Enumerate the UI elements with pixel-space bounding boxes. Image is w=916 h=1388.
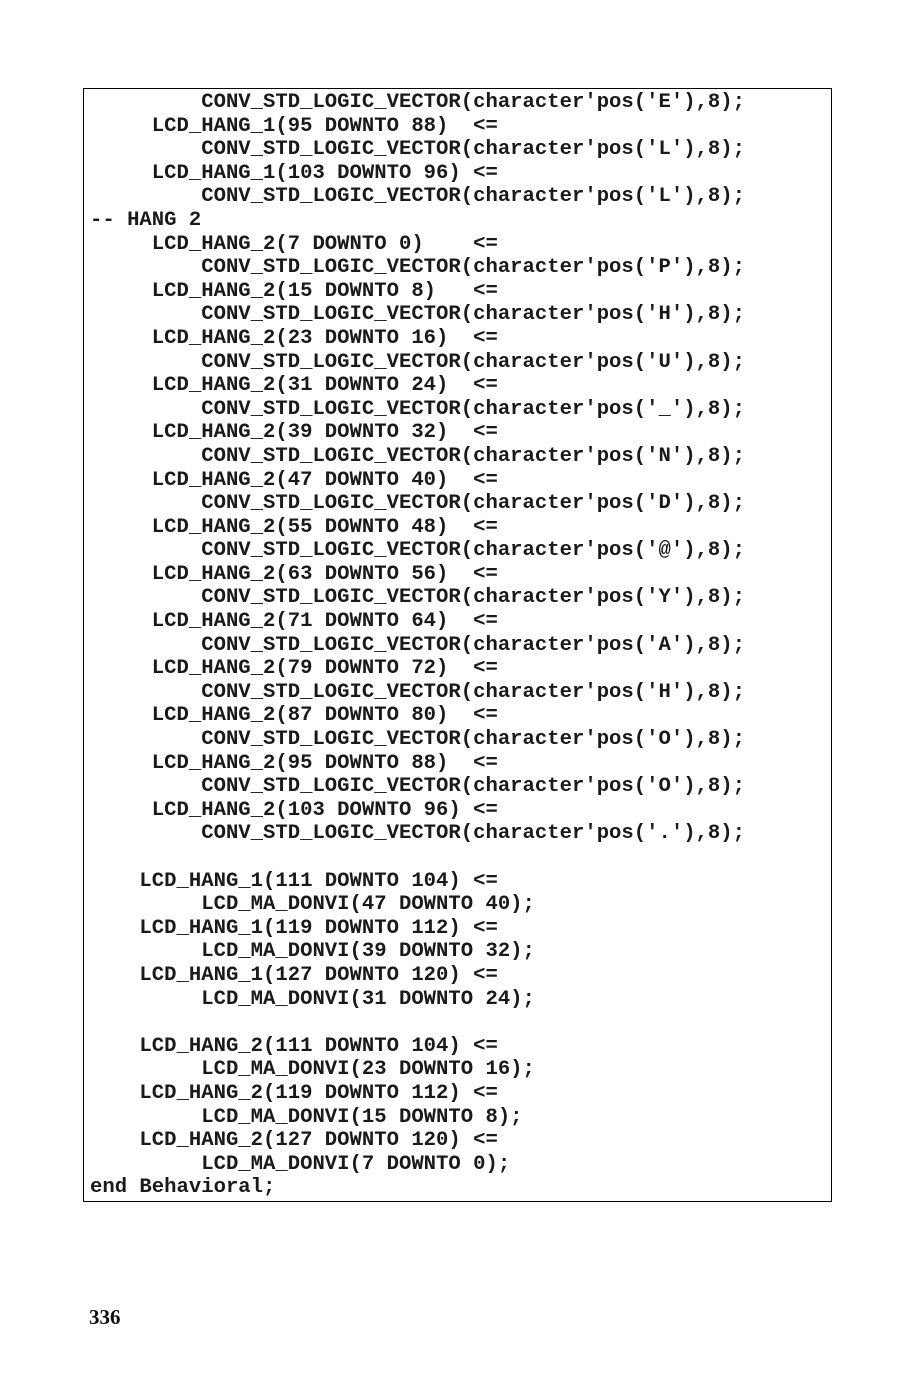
code-line (90, 1011, 745, 1035)
code-line: LCD_MA_DONVI(15 DOWNTO 8); (90, 1105, 523, 1129)
code-line: LCD_HANG_2(31 DOWNTO 24) <= (90, 374, 498, 398)
code-line: CONV_STD_LOGIC_VECTOR(character'pos('O'),8); (90, 775, 745, 799)
code-line: LCD_HANG_2(79 DOWNTO 72) <= (90, 657, 498, 681)
code-line: LCD_HANG_2(63 DOWNTO 56) <= (90, 562, 498, 586)
code-line: CONV_STD_LOGIC_VECTOR(character'pos('E'),8); (90, 91, 745, 114)
code-line: LCD_HANG_2(103 DOWNTO 96) <= (90, 798, 498, 822)
code-line: LCD_HANG_2(119 DOWNTO 112) <= (90, 1081, 498, 1105)
code-line: CONV_STD_LOGIC_VECTOR(character'pos('H'),8); (90, 303, 745, 327)
code-line: CONV_STD_LOGIC_VECTOR(character'pos('@'),8); (90, 539, 745, 563)
code-line: CONV_STD_LOGIC_VECTOR(character'pos('D'),8); (90, 492, 745, 516)
code-line: CONV_STD_LOGIC_VECTOR(character'pos('O'),8); (90, 728, 745, 752)
code-line: LCD_HANG_2(95 DOWNTO 88) <= (90, 751, 498, 775)
page-number: 336 (89, 1305, 121, 1329)
code-line: CONV_STD_LOGIC_VECTOR(character'pos('U'),8); (90, 350, 745, 374)
code-line: CONV_STD_LOGIC_VECTOR(character'pos('A'),8); (90, 633, 745, 657)
code-line: CONV_STD_LOGIC_VECTOR(character'pos('.'),8); (90, 822, 745, 846)
code-line: LCD_MA_DONVI(47 DOWNTO 40); (90, 893, 535, 917)
code-line: LCD_HANG_1(111 DOWNTO 104) <= (90, 869, 498, 893)
code-line: LCD_HANG_2(127 DOWNTO 120) <= (90, 1129, 498, 1153)
code-line: LCD_HANG_1(119 DOWNTO 112) <= (90, 916, 498, 940)
code-line: CONV_STD_LOGIC_VECTOR(character'pos('L'),8); (90, 185, 745, 209)
code-line: LCD_HANG_1(127 DOWNTO 120) <= (90, 963, 498, 987)
code-line: LCD_HANG_2(55 DOWNTO 48) <= (90, 515, 498, 539)
code-line: CONV_STD_LOGIC_VECTOR(character'pos('_'),8); (90, 397, 745, 421)
code-listing-box (83, 88, 832, 1202)
code-line: CONV_STD_LOGIC_VECTOR(character'pos('L'),8); (90, 138, 745, 162)
code-line: LCD_HANG_2(111 DOWNTO 104) <= (90, 1034, 498, 1058)
code-line: LCD_HANG_2(23 DOWNTO 16) <= (90, 326, 498, 350)
code-listing (90, 91, 745, 1200)
code-line: CONV_STD_LOGIC_VECTOR(character'pos('Y'),8); (90, 586, 745, 610)
code-line: LCD_HANG_2(47 DOWNTO 40) <= (90, 468, 498, 492)
code-line: -- HANG 2 (90, 208, 202, 232)
code-line: LCD_HANG_1(103 DOWNTO 96) <= (90, 161, 498, 185)
code-line: LCD_MA_DONVI(39 DOWNTO 32); (90, 940, 535, 964)
code-line: LCD_HANG_1(95 DOWNTO 88) <= (90, 114, 498, 138)
code-line (90, 846, 745, 870)
code-line: LCD_HANG_2(7 DOWNTO 0) <= (90, 232, 498, 256)
code-line: LCD_MA_DONVI(31 DOWNTO 24); (90, 987, 535, 1011)
code-line: end Behavioral; (90, 1176, 276, 1200)
code-line: CONV_STD_LOGIC_VECTOR(character'pos('P'),8); (90, 256, 745, 280)
code-line: LCD_MA_DONVI(7 DOWNTO 0); (90, 1152, 511, 1176)
code-line: CONV_STD_LOGIC_VECTOR(character'pos('H'),8); (90, 680, 745, 704)
code-line: LCD_HANG_2(87 DOWNTO 80) <= (90, 704, 498, 728)
code-line: LCD_HANG_2(15 DOWNTO 8) <= (90, 279, 498, 303)
code-line: CONV_STD_LOGIC_VECTOR(character'pos('N'),8); (90, 444, 745, 468)
code-line: LCD_HANG_2(71 DOWNTO 64) <= (90, 610, 498, 634)
code-line: LCD_MA_DONVI(23 DOWNTO 16); (90, 1058, 535, 1082)
code-line: LCD_HANG_2(39 DOWNTO 32) <= (90, 421, 498, 445)
